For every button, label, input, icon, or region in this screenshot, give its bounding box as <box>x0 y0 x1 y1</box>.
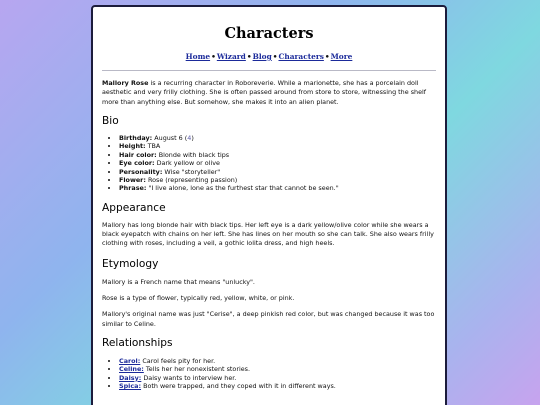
bio-label: Flower: <box>119 175 146 184</box>
intro-text: is a recurring character in Roboreverie. While a marionette, she has a porcelain doll aesthetic and very frilly clothing. She is often passed around from store to store, witnessing the shelf more than anything else. But somehow, she makes it into an alien planet. <box>102 79 427 106</box>
bio-value: Blonde with black tips <box>156 150 230 159</box>
nav-separator: • <box>246 52 252 61</box>
relationship-link-carol[interactable]: Carol: <box>119 356 141 365</box>
character-name: Mallory Rose <box>102 79 149 87</box>
bio-list <box>102 134 436 193</box>
top-nav <box>102 52 436 62</box>
nav-link-more[interactable]: More <box>330 52 353 61</box>
relationship-item-carol <box>119 357 436 365</box>
relationship-link-daisy[interactable]: Daisy: <box>119 373 142 382</box>
relationship-item-daisy <box>119 374 436 382</box>
relationship-text: Carol feels pity for her. <box>140 356 216 365</box>
nav-separator: • <box>324 52 330 61</box>
relationship-item-spica <box>119 382 436 390</box>
bio-label: Eye color: <box>119 159 155 168</box>
relationship-link-spica[interactable]: Spica: <box>119 382 142 391</box>
relationship-link-celine[interactable]: Celine: <box>119 365 144 374</box>
etymology-paragraph: Mallory is a French name that means "unlucky". <box>102 277 255 286</box>
bio-value: Wise "storyteller" <box>162 167 221 176</box>
bio-value: Rose (representing passion) <box>145 175 238 184</box>
etymology-paragraph: Mallory's original name was just "Cerise", a deep pinkish red color, but was changed because it was too similar to Celine. <box>102 310 435 328</box>
bio-label: Personality: <box>119 167 163 176</box>
relationship-text: Daisy wants to interview her. <box>141 373 237 382</box>
section-heading-appearance: Appearance <box>102 201 166 214</box>
page-title: Characters <box>224 25 314 42</box>
bio-value: August 6 ( <box>152 133 188 142</box>
etymology-paragraph: Rose is a type of flower, typically red, yellow, white, or pink. <box>102 293 295 302</box>
nav-link-blog[interactable]: Blog <box>252 52 272 61</box>
relationship-text: Tells her her nonexistent stories. <box>143 365 251 374</box>
bio-value: "I live alone, lone as the furthest star that cannot be seen." <box>146 184 339 193</box>
bio-value: ) <box>191 133 194 142</box>
nav-link-wizard[interactable]: Wizard <box>216 52 246 61</box>
nav-separator: • <box>211 52 216 61</box>
birthday-link[interactable]: 4 <box>187 133 192 142</box>
nav-link-home[interactable]: Home <box>185 52 211 61</box>
relationship-item-celine <box>119 365 436 373</box>
divider <box>102 70 436 71</box>
bio-label: Phrase: <box>119 184 147 193</box>
bio-value: TBA <box>145 142 161 151</box>
bio-item-birthday <box>119 134 436 142</box>
section-heading-etymology: Etymology <box>102 257 159 270</box>
bio-value: Dark yellow or olive <box>154 159 220 168</box>
bio-item-height <box>119 142 436 150</box>
content-card <box>91 5 447 405</box>
bio-item-hair-color <box>119 151 436 159</box>
bio-item-eye-color <box>119 159 436 167</box>
intro-paragraph <box>102 79 436 107</box>
relationships-list <box>102 357 436 391</box>
section-heading-relationships: Relationships <box>102 336 173 349</box>
section-heading-bio: Bio <box>102 114 119 127</box>
appearance-paragraph: Mallory has long blonde hair with black tips. Her left eye is a dark yellow/olive color while she wears a black eyepatch with chains on her left. She has lines on her mouth so she can talk. She also wears frilly clothing with roses, including a veil, a gothic lolita dress, and high heels. <box>102 220 434 248</box>
bio-item-personality <box>119 168 436 176</box>
bio-label: Birthday: <box>119 133 153 142</box>
bio-item-phrase <box>119 184 436 192</box>
bio-label: Hair color: <box>119 150 157 159</box>
bio-item-flower <box>119 176 436 184</box>
bio-label: Height: <box>119 142 146 151</box>
nav-link-characters[interactable]: Characters <box>278 52 324 61</box>
relationship-text: Both were trapped, and they coped with it in different ways. <box>141 382 336 391</box>
nav-separator: • <box>272 52 278 61</box>
